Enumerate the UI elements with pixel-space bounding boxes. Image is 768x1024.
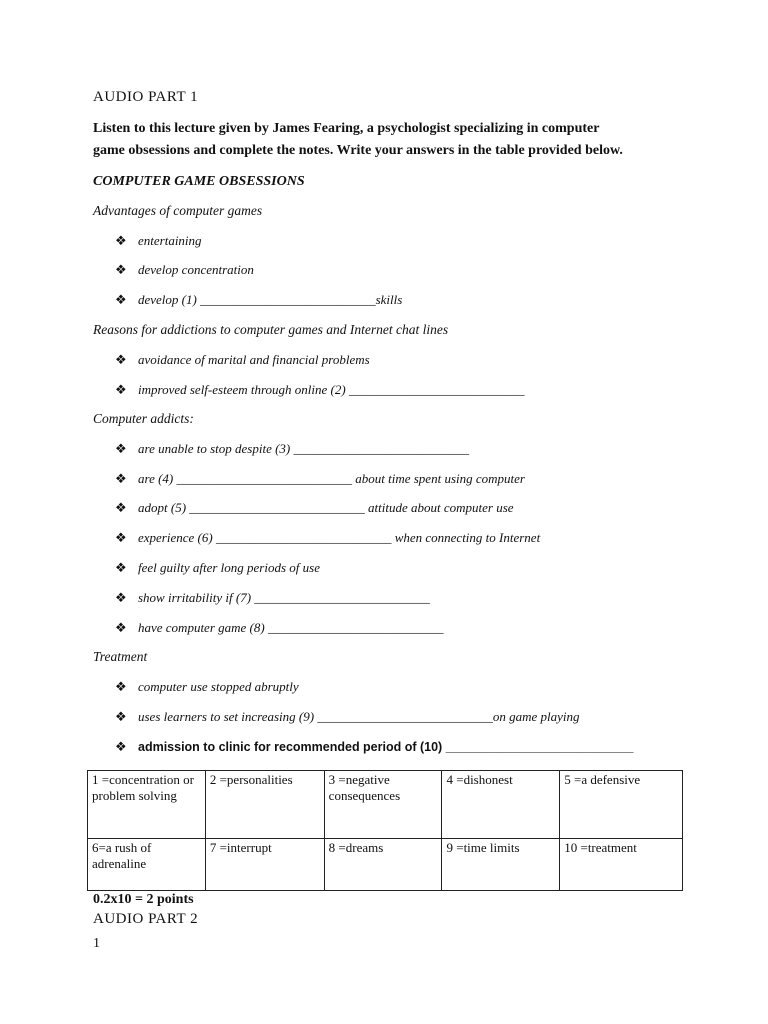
table-cell: 9 =time limits: [442, 839, 560, 891]
note-item: computer use stopped abruptly: [138, 679, 299, 694]
note-item-blank-7: show irritability if (7) ___________________________: [138, 590, 430, 605]
section-heading: AUDIO PART 1: [93, 89, 199, 105]
bullet-icon: ❖: [115, 530, 127, 545]
points-note: 0.2x10 = 2 points: [93, 892, 194, 907]
bullet-icon: ❖: [115, 441, 127, 456]
note-item: entertaining: [138, 233, 202, 248]
table-cell: 3 =negative consequences: [324, 771, 442, 839]
next-section-heading: AUDIO PART 2: [93, 911, 199, 927]
table-cell: 10 =treatment: [560, 839, 683, 891]
notes-title: COMPUTER GAME OBSESSIONS: [93, 174, 305, 189]
note-item-blank-4: are (4) ___________________________ about time spent using computer: [138, 471, 525, 486]
table-cell: 2 =personalities: [205, 771, 324, 839]
note-item-blank-6: experience (6) ___________________________ when connecting to Internet: [138, 530, 541, 545]
bullet-icon: ❖: [115, 739, 127, 754]
table-cell: 1 =concentration or problem solving: [88, 771, 206, 839]
bullet-icon: ❖: [115, 560, 127, 575]
note-item-blank-9: uses learners to set increasing (9) ___________________________on game playing: [138, 709, 580, 724]
bullet-icon: ❖: [115, 471, 127, 486]
bullet-icon: ❖: [115, 590, 127, 605]
answer-table: [87, 770, 683, 891]
group-heading-advantages: Advantages of computer games: [93, 203, 263, 218]
bullet-icon: ❖: [115, 292, 127, 307]
note-item: develop concentration: [138, 262, 254, 277]
group-heading-reasons: Reasons for addictions to computer games and Internet chat lines: [93, 322, 449, 337]
bullet-icon: ❖: [115, 500, 127, 515]
bullet-icon: ❖: [115, 709, 127, 724]
note-item-blank-3: are unable to stop despite (3) ___________________________: [138, 441, 469, 456]
group-heading-addicts: Computer addicts:: [93, 411, 194, 426]
instructions-line-1: Listen to this lecture given by James Fearing, a psychologist specializing in computer: [93, 121, 600, 136]
table-row: [88, 839, 683, 891]
table-row: [88, 771, 683, 839]
note-item: avoidance of marital and financial problems: [138, 352, 370, 367]
bullet-icon: ❖: [115, 262, 127, 277]
note-item-blank-1: develop (1) ___________________________skills: [138, 292, 403, 307]
instructions-line-2: game obsessions and complete the notes. Write your answers in the table provided below.: [93, 143, 623, 158]
table-cell: 4 =dishonest: [442, 771, 560, 839]
group-heading-treatment: Treatment: [93, 649, 148, 664]
bullet-icon: ❖: [115, 382, 127, 397]
note-item: feel guilty after long periods of use: [138, 560, 320, 575]
note-item-blank-5: adopt (5) ___________________________ attitude about computer use: [138, 500, 514, 515]
note-item-blank-10: admission to clinic for recommended period of (10) ___________________________: [138, 740, 634, 754]
note-item-blank-2: improved self-esteem through online (2) ___________________________: [138, 382, 525, 397]
bullet-icon: ❖: [115, 233, 127, 248]
bullet-icon: ❖: [115, 620, 127, 635]
table-cell: 7 =interrupt: [205, 839, 324, 891]
note-item-blank-8: have computer game (8) ___________________________: [138, 620, 444, 635]
table-cell: 6=a rush of adrenaline: [88, 839, 206, 891]
table-cell: 5 =a defensive: [560, 771, 683, 839]
page-number: 1: [93, 936, 100, 951]
bullet-icon: ❖: [115, 679, 127, 694]
bullet-icon: ❖: [115, 352, 127, 367]
table-cell: 8 =dreams: [324, 839, 442, 891]
